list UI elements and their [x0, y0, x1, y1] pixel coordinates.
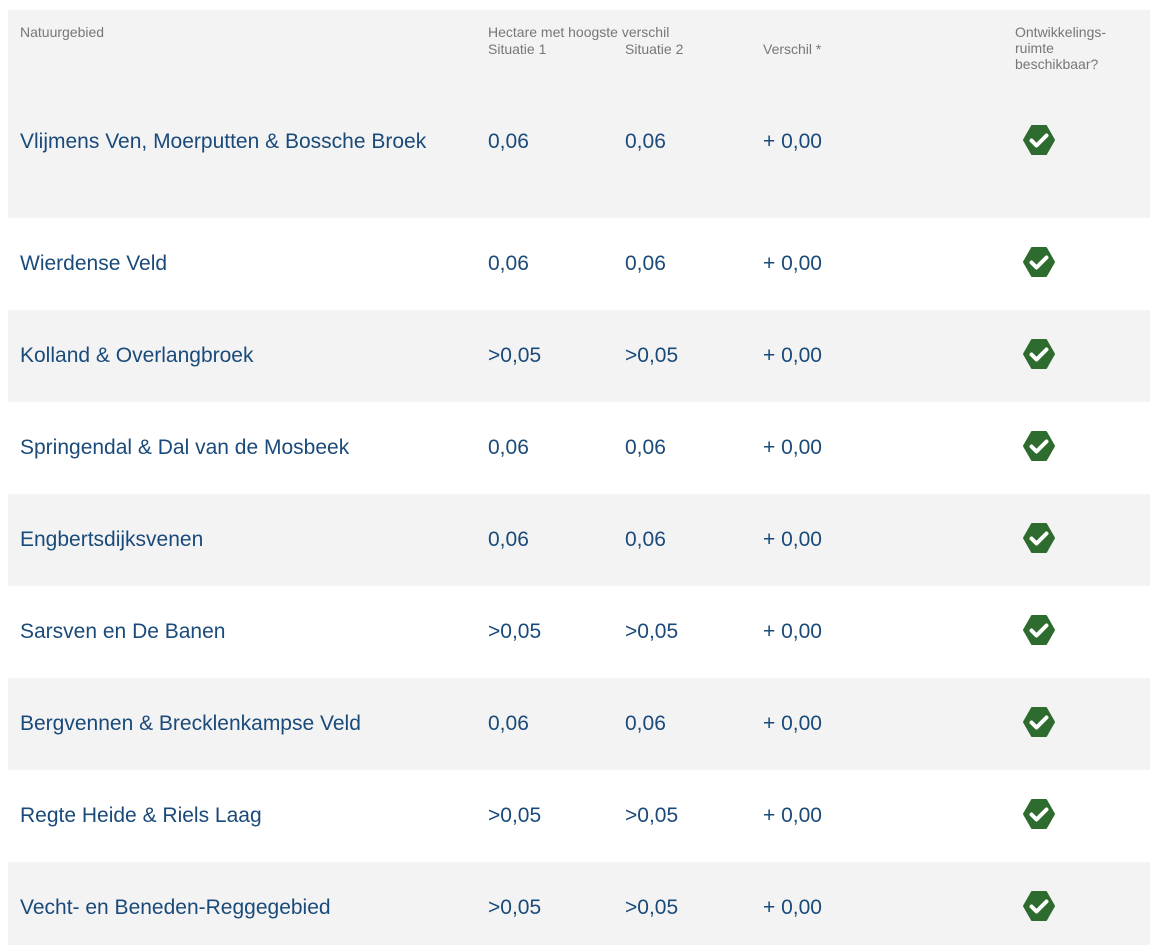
check-icon: [1023, 522, 1055, 554]
difference-value: + 0,00: [763, 528, 822, 551]
situation-2-value: 0,06: [625, 528, 666, 551]
column-header-situation-1: Situatie 1: [488, 41, 547, 57]
nature-area-name: Vlijmens Ven, Moerputten & Bossche Broek: [20, 130, 427, 153]
nature-area-name: Bergvennen & Brecklenkampse Veld: [20, 712, 361, 735]
column-header-space-line-3: beschikbaar?: [1015, 56, 1099, 72]
check-icon: [1023, 798, 1055, 830]
column-header-name: Natuurgebied: [20, 24, 105, 40]
check-icon: [1023, 124, 1055, 156]
situation-2-value: >0,05: [625, 804, 679, 827]
situation-1-value: >0,05: [488, 896, 542, 919]
situation-2-value: 0,06: [625, 436, 666, 459]
column-header-situation-2: Situatie 2: [625, 41, 684, 57]
situation-1-value: 0,06: [488, 436, 529, 459]
table-row: [8, 678, 1150, 770]
situation-1-value: 0,06: [488, 712, 529, 735]
situation-1-value: 0,06: [488, 130, 529, 153]
nature-area-name: Sarsven en De Banen: [20, 620, 226, 643]
situation-2-value: 0,06: [625, 130, 666, 153]
table-header: [8, 10, 1150, 99]
table-row: [8, 862, 1150, 945]
table-row: [8, 218, 1150, 310]
column-header-difference: Verschil *: [763, 41, 822, 57]
nature-area-name: Regte Heide & Riels Laag: [20, 804, 262, 827]
situation-1-value: 0,06: [488, 252, 529, 275]
situation-2-value: 0,06: [625, 252, 666, 275]
nature-area-name: Springendal & Dal van de Mosbeek: [20, 436, 350, 459]
nature-area-name: Vecht- en Beneden-Reggegebied: [20, 896, 331, 919]
difference-value: + 0,00: [763, 896, 822, 919]
table-row: [8, 99, 1150, 218]
column-header-space-line-2: ruimte: [1015, 40, 1054, 56]
difference-value: + 0,00: [763, 804, 822, 827]
situation-2-value: >0,05: [625, 896, 679, 919]
situation-1-value: >0,05: [488, 804, 542, 827]
difference-value: + 0,00: [763, 712, 822, 735]
check-icon: [1023, 430, 1055, 462]
check-icon: [1023, 246, 1055, 278]
table-row: [8, 402, 1150, 494]
check-icon: [1023, 614, 1055, 646]
situation-1-value: >0,05: [488, 344, 542, 367]
table-row: [8, 494, 1150, 586]
column-header-group: Hectare met hoogste verschil: [488, 24, 670, 40]
difference-value: + 0,00: [763, 436, 822, 459]
check-icon: [1023, 706, 1055, 738]
column-header-space-line-1: Ontwikkelings-: [1015, 24, 1107, 40]
check-icon: [1023, 890, 1055, 922]
nature-area-name: Engbertsdijksvenen: [20, 528, 204, 551]
difference-value: + 0,00: [763, 130, 822, 153]
difference-value: + 0,00: [763, 620, 822, 643]
nature-area-name: Wierdense Veld: [20, 252, 168, 275]
situation-2-value: >0,05: [625, 620, 679, 643]
difference-value: + 0,00: [763, 344, 822, 367]
situation-2-value: 0,06: [625, 712, 666, 735]
nature-area-name: Kolland & Overlangbroek: [20, 344, 254, 367]
table-row: [8, 770, 1150, 862]
table-row: [8, 310, 1150, 402]
check-icon: [1023, 338, 1055, 370]
situation-2-value: >0,05: [625, 344, 679, 367]
difference-value: + 0,00: [763, 252, 822, 275]
situation-1-value: 0,06: [488, 528, 529, 551]
situation-1-value: >0,05: [488, 620, 542, 643]
table-row: [8, 586, 1150, 678]
